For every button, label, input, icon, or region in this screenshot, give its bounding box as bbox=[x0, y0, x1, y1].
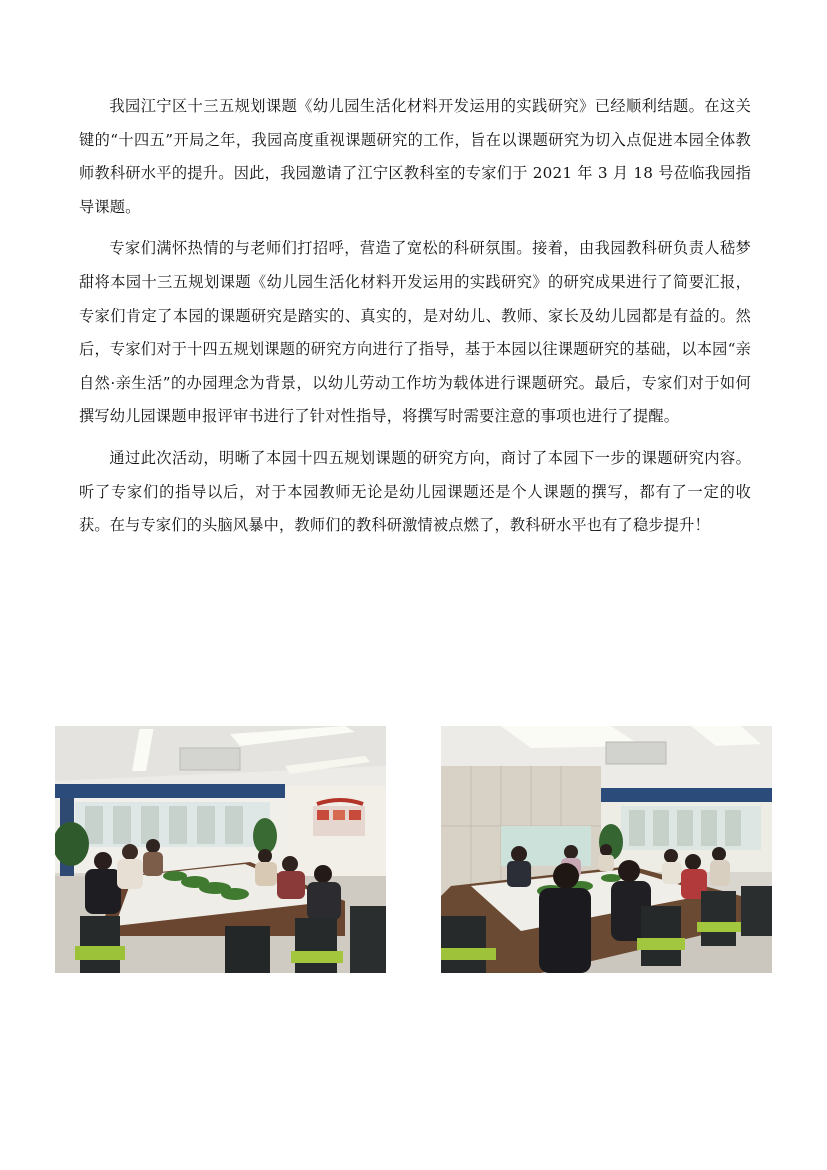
paragraph-2: 专家们满怀热情的与老师们打招呼，营造了宽松的科研氛围。接着，由我园教科研负责人嵇梦甜将本园十三五规划课题《幼儿园生活化材料开发运用的实践研究》的研究成果进行了简要汇报，专家们肯定了本园的课题研究是踏实的、真实的，是对幼儿、教师、家长及幼儿园都是有益的。然后，专家们对于十四五规划课题的研究方向进行了指导，基于本园以往课题研究的基础，以本园“亲自然·亲生活”的办园理念为背景，以幼儿劳动工作坊为载体进行课题研究。最后，专家们对于如何撰写幼儿园课题申报评审书进行了针对性指导，将撰写时需要注意的事项也进行了提醒。 bbox=[79, 239, 751, 426]
paragraph-1: 我园江宁区十三五规划课题《幼儿园生活化材料开发运用的实践研究》已经顺利结题。在这关键的“十四五”开局之年，我园高度重视课题研究的工作，旨在以课题研究为切入点促进本园全体教师教科研水平的提升。因此，我园邀请了江宁区教科室的专家们于 2021 年 3 月 18 号莅临我园指导课题。 bbox=[79, 97, 751, 216]
paragraph-3: 通过此次活动，明晰了本园十四五规划课题的研究方向，商讨了本园下一步的课题研究内容。听了专家们的指导以后，对于本园教师无论是幼儿园课题还是个人课题的撰写，都有了一定的收获。在与专家们的头脑风暴中，教师们的教科研激情被点燃了，教科研水平也有了稳步提升！ bbox=[79, 448, 751, 535]
meeting-photo-right bbox=[441, 726, 772, 973]
meeting-photo-left bbox=[55, 726, 386, 973]
article-body bbox=[79, 90, 751, 551]
